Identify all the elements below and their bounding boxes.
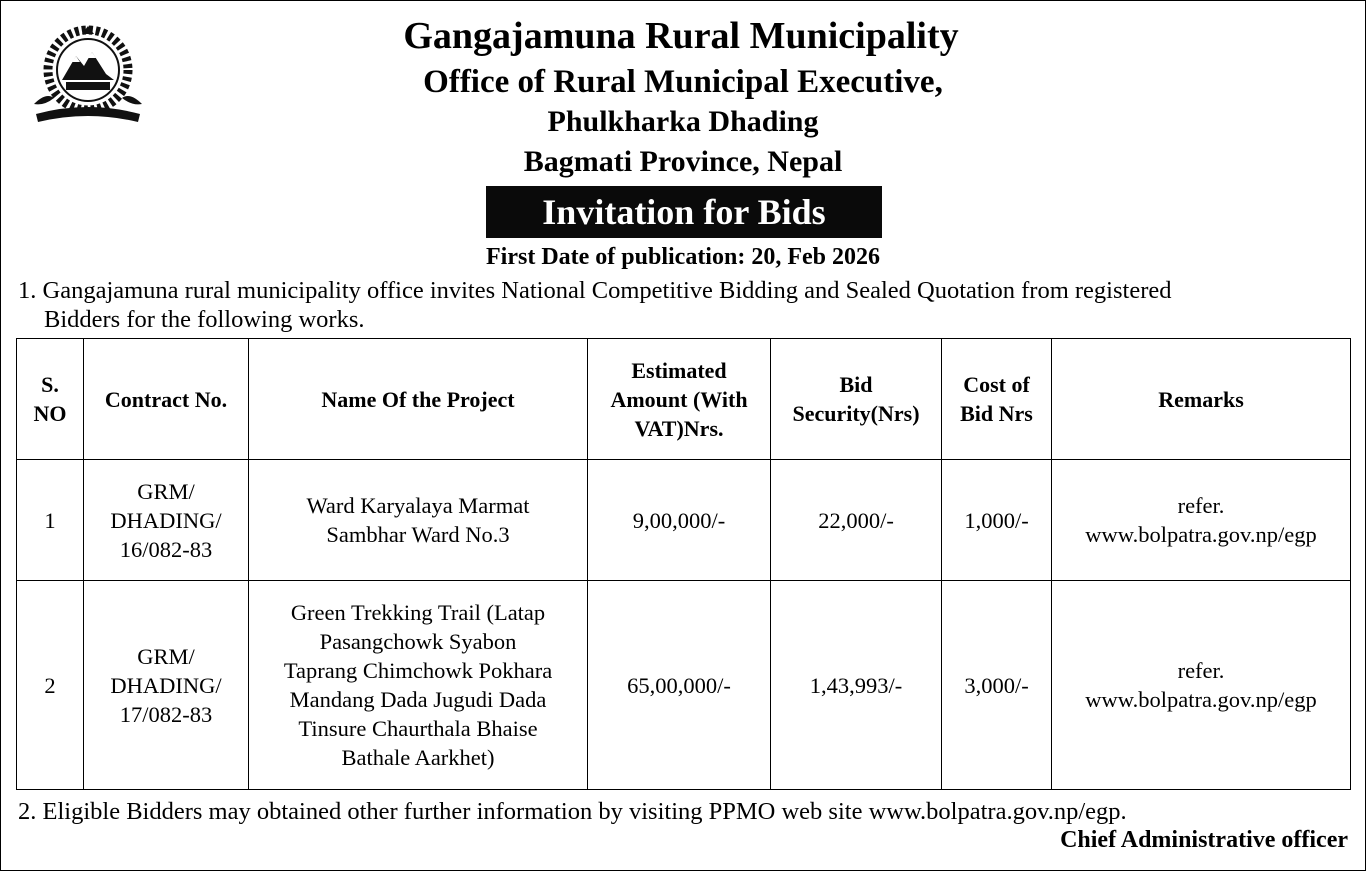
- cell-project-name: Ward Karyalaya Marmat Sambhar Ward No.3: [249, 460, 588, 581]
- cell-contract-no: GRM/ DHADING/ 16/082-83: [84, 460, 249, 581]
- eligibility-paragraph: 2. Eligible Bidders may obtained other further information by visiting PPMO web site www.bolpatra.gov.np/egp.: [18, 798, 1127, 825]
- intro-paragraph-line-2: Bidders for the following works.: [44, 306, 365, 333]
- column-header-project-name: Name Of the Project: [249, 339, 588, 460]
- column-header-contract-no: Contract No.: [84, 339, 249, 460]
- cell-estimated-amount: 9,00,000/-: [588, 460, 771, 581]
- column-header-estimated-amount: Estimated Amount (With VAT)Nrs.: [588, 339, 771, 460]
- column-header-sno: S. NO: [17, 339, 84, 460]
- cell-sno: 2: [17, 581, 84, 790]
- publication-date: First Date of publication: 20, Feb 2026: [486, 244, 880, 270]
- column-header-remarks: Remarks: [1052, 339, 1351, 460]
- cell-bid-security: 22,000/-: [771, 460, 942, 581]
- bids-table: [16, 338, 1351, 790]
- column-header-bid-cost: Cost of Bid Nrs: [942, 339, 1052, 460]
- office-province: Bagmati Province, Nepal: [523, 145, 843, 178]
- notice-title-banner: Invitation for Bids: [486, 186, 882, 238]
- cell-contract-no: GRM/ DHADING/ 17/082-83: [84, 581, 249, 790]
- cell-estimated-amount: 65,00,000/-: [588, 581, 771, 790]
- cell-bid-security: 1,43,993/-: [771, 581, 942, 790]
- cell-bid-cost: 1,000/-: [942, 460, 1052, 581]
- cell-bid-cost: 3,000/-: [942, 581, 1052, 790]
- table-header-row: [17, 339, 1351, 460]
- office-name: Office of Rural Municipal Executive,: [423, 64, 943, 100]
- cell-sno: 1: [17, 460, 84, 581]
- column-header-bid-security: Bid Security(Nrs): [771, 339, 942, 460]
- municipality-name: Gangajamuna Rural Municipality: [403, 15, 959, 57]
- intro-paragraph-line-1: 1. Gangajamuna rural municipality office invites National Competitive Bidding and Sealed Quotation from registered: [18, 277, 1172, 304]
- table-row: [17, 460, 1351, 581]
- cell-remarks: refer. www.bolpatra.gov.np/egp: [1052, 581, 1351, 790]
- table-row: [17, 581, 1351, 790]
- office-location: Phulkharka Dhading: [547, 105, 819, 138]
- signatory: Chief Administrative officer: [1060, 827, 1348, 853]
- cell-remarks: refer. www.bolpatra.gov.np/egp: [1052, 460, 1351, 581]
- cell-project-name: Green Trekking Trail (Latap Pasangchowk Syabon Taprang Chimchowk Pokhara Mandang Dada Jugudi Dada Tinsure Chaurthala Bhaise Bathale Aarkhet): [249, 581, 588, 790]
